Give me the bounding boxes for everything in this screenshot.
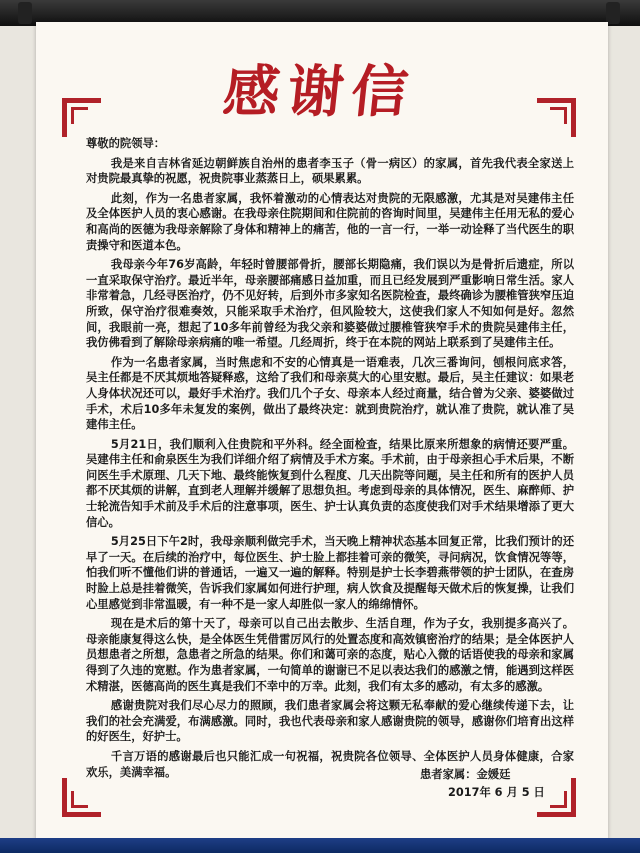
letter-date: 2017年 6 月 5 日 [448,786,545,799]
letter-paragraph-3: 我母亲今年76岁高龄，年轻时曾腰部骨折，腰部长期隐痛，我们误以为是骨折后遗症，所以一直采取保守治疗。最近半年，母亲腰部痛感日益加重，而且已经发展到严重影响日常生活。家人非常着急，几经寻医治疗，仍不见好转，后到外市多家知名医院检查，最终确诊为腰椎管狭窄压迫所致，保守治疗很难奏效，只能采取手术治疗，但风险较大，这使我们家人不知如何是好。忽然间，我眼前一亮，想起了10多年前曾经为我父亲和婆婆做过腰椎管狭窄手术的贵院吴建伟主任，我仿佛看到了解除母亲病痛的唯一希望。几经周折，终于在本院的网站上联系到了吴建伟主任。 [86,258,574,350]
letter-paragraph-5: 5月21日，我们顺利入住贵院和平外科。经全面检查，结果比原来所想象的病情还要严重。吴建伟主任和俞泉医生为我们详细介绍了病情及手术方案。手术前，由于母亲担心手术后果，不断问医生手术原理、几天下地、最终能恢复到什么程度、几天出院等问题，吴主任和所有的医护人员都不厌其烦的讲解，直到老人理解并缓解了思想负担。考虑到母亲的具体情况，医生、麻醉师、护士轮流告知手术前及手术后的注意事项，医生、护士认真负责的态度使我们对手术结果增添了更大信心。 [86,437,574,529]
letter-greeting: 尊敬的院领导： [86,137,166,150]
letter-body [86,136,574,784]
letter-paragraph-2: 此刻，作为一名患者家属，我怀着激动的心情表达对贵院的无限感激，尤其是对吴建伟主任及全体医护人员的衷心感谢。在我母亲住院期间和住院前的咨询时间里，吴建伟主任用无私的爱心和高尚的医德为我母亲解除了身体和精神上的痛苦，他的一言一行，一举一动诠释了当代医生的职责操守和医道本色。 [86,191,574,252]
hanging-rod-bottom [0,838,640,853]
letter-paragraph-9: 千言万语的感谢最后也只能汇成一句祝福，祝贵院各位领导、全体医护人员身体健康，合家欢乐，美满幸福。 [86,749,574,779]
letter-paragraph-1: 我是来自吉林省延边朝鲜族自治州的患者李玉子（骨一病区）的家属，首先我代表全家送上对贵院最真挚的祝愿，祝贵院事业蒸蒸日上，硕果累累。 [86,156,574,186]
letter-paragraph-4: 作为一名患者家属，当时焦虑和不安的心情真是一语难表，几次三番询问，刨根问底求答，吴主任都是不厌其烦地答疑释惑，这给了我们和母亲莫大的心里安慰。最后，吴主任建议：如果老人身体状况还可以，最好手术治疗。我们几个子女、母亲本人经过商量，结合曾为父亲、婆婆做过手术，术后10多年未复发的案例，做出了最终决定：就到贵院治疗，就认准了贵院，就认准了吴建伟主任。 [86,355,574,432]
letter-signature-block [420,766,570,802]
hanger-left [18,2,32,24]
letter-paragraph-6: 5月25日下午2时，我母亲顺利做完手术，当天晚上精神状态基本回复正常，比我们预计的还早了一天。在后续的治疗中，每位医生、护士脸上都挂着可亲的微笑，寻问病况，饮食情况等等，怕我们听不懂他们讲的普通话，一遍又一遍的解释。特别是护士长李碧燕带领的护士团队，在查房时脸上总是挂着微笑，告诉我们家属如何进行护理，病人饮食及提醒每天做术后的恢复操，让我们心里感觉到非常温暖，有一种不是一家人却胜似一家人的绵绵情怀。 [86,535,574,611]
hanger-right [606,2,620,24]
letter-signature: 患者家属：金媛廷 [420,768,511,781]
letter-paragraph-7: 现在是术后的第十天了，母亲可以自己出去散步、生活自理，作为子女，我别提多高兴了。母亲能康复得这么快，是全体医生凭借雷厉风行的处置态度和高效镇密治疗的结果；是全体医护人员想患者之所想，急患者之所急的结果。你们和蔼可亲的态度，贴心入微的话语使我的母亲和家属得到了久违的宽慰。作为患者家属，一句简单的谢谢已不足以表达我们的感激之情，能遇到这样医术精湛，医德高尚的医生真是我们不幸中的万幸。此刻，我们有太多的感动，有太多的感激。 [86,617,574,693]
letter-paragraph-8: 感谢贵院对我们尽心尽力的照顾，我们患者家属会将这颗无私奉献的爱心继续传递下去，让我们的社会充满爱，布满感激。同时，我也代表母亲和家人感谢贵院的领导，感谢你们培育出这样的好医生，好护士。 [86,699,574,744]
letter-title: 感谢信 [220,59,420,125]
